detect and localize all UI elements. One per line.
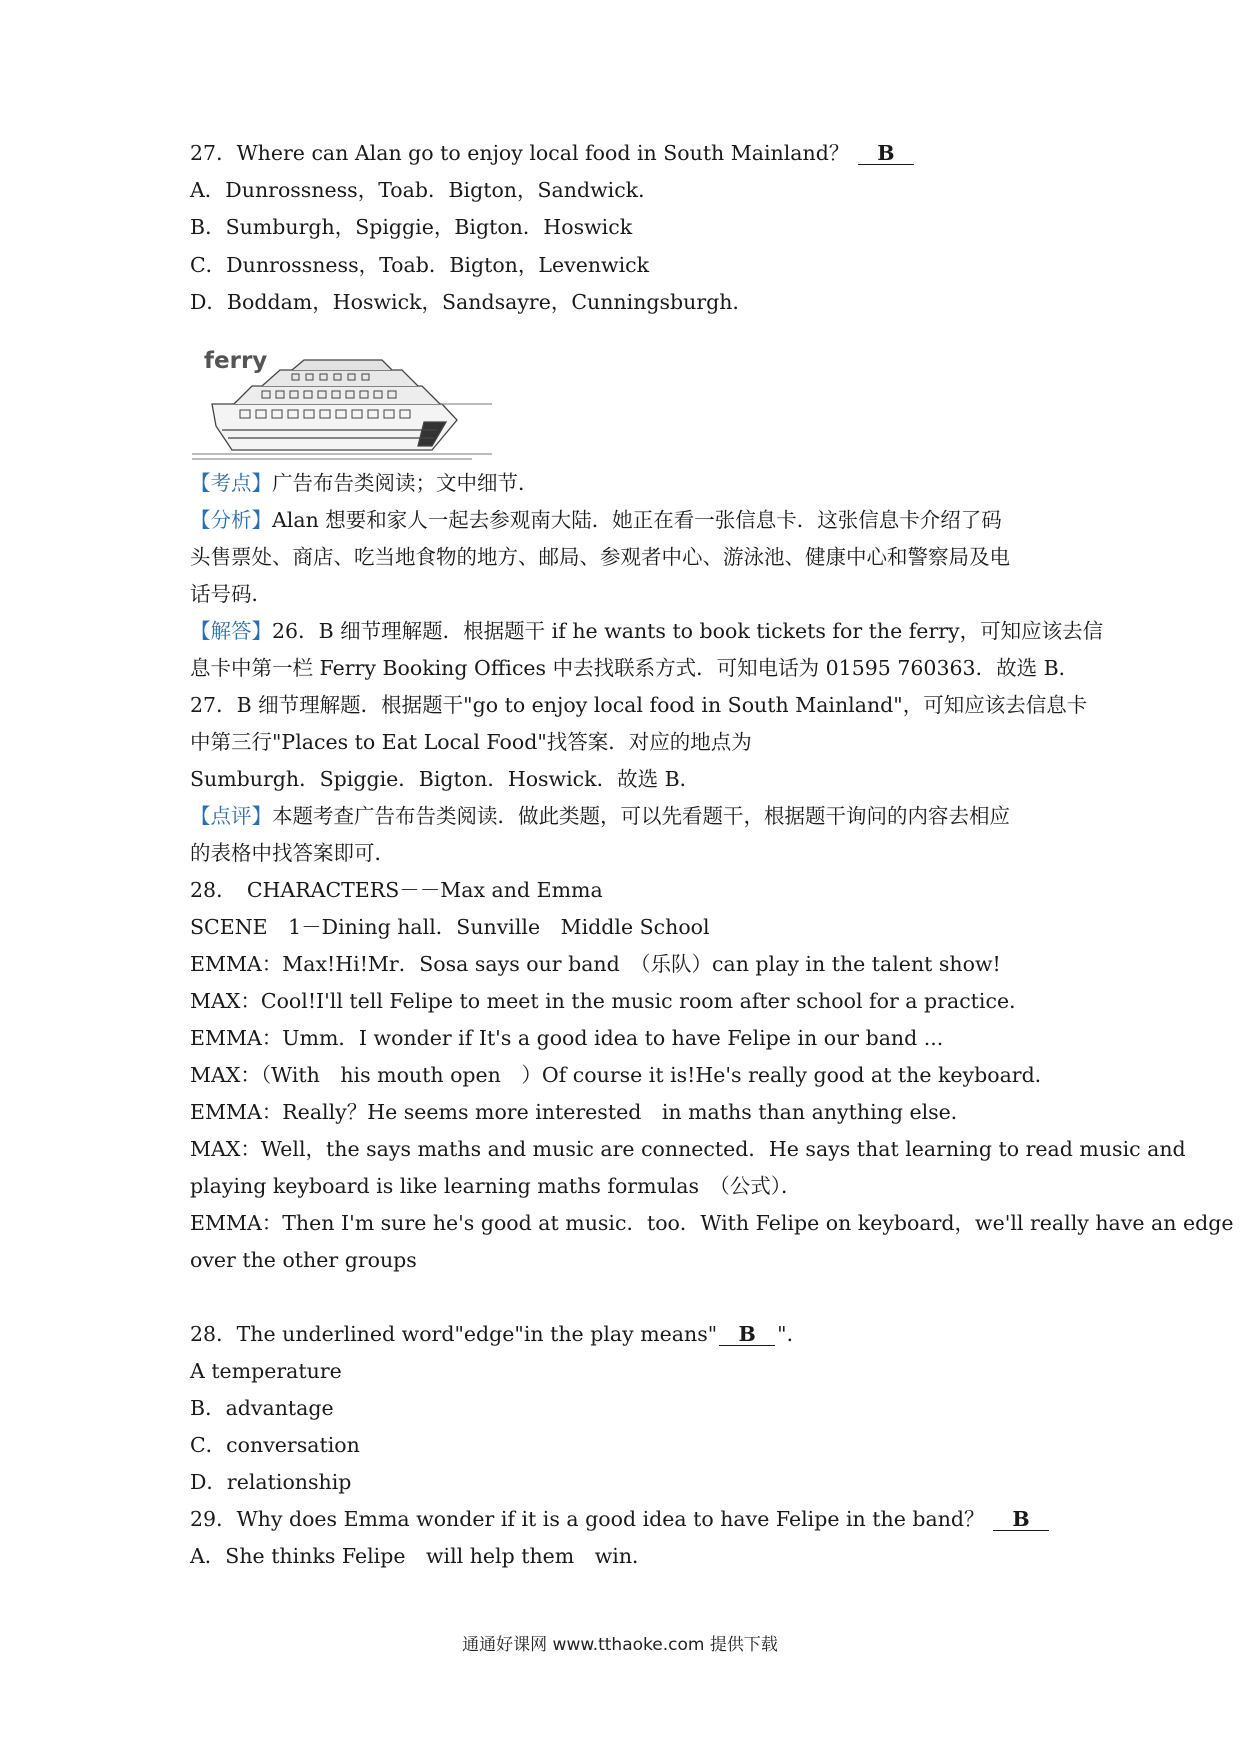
fenxi-tag: 【分析】 — [190, 508, 272, 532]
jieda-line-1 — [190, 617, 1103, 645]
fenxi-text-1: Alan 想要和家人一起去参观南大陆．她正在看一张信息卡．这张信息卡介绍了码 — [272, 508, 1002, 532]
page-footer: 通通好课网 www.tthaoke.com 提供下载 — [462, 1635, 778, 1655]
q29-stem: 29．Why does Emma wonder if it is a good idea to have Felipe in the band？ — [190, 1507, 985, 1531]
q27-answer-blank: B — [858, 142, 914, 165]
q27-option-d: D．Boddam，Hoswick，Sandsayre，Cunningsburgh． — [190, 290, 753, 314]
dianping-text-1: 本题考查广告布告类阅读．做此类题，可以先看题干，根据题干询问的内容去相应 — [272, 804, 1010, 828]
dianping-line-1 — [190, 802, 1010, 830]
passage-line-5: EMMA：Umm．I wonder if It's a good idea to have Felipe in our band ... — [190, 1026, 944, 1050]
q29-answer-blank: B — [993, 1508, 1049, 1531]
q27-stem: 27．Where can Alan go to enjoy local food in South Mainland？ — [190, 141, 850, 165]
ferry-illustration — [192, 342, 492, 464]
fenxi-line-3: 话号码． — [190, 582, 272, 606]
fenxi-line-1 — [190, 506, 1002, 534]
jieda-line-5: Sumburgh．Spiggie．Bigton．Hoswick．故选 B． — [190, 767, 701, 791]
passage-line-3: EMMA：Max!Hi!Mr．Sosa says our band （乐队）can play in the talent show! — [190, 952, 1001, 976]
passage-line-9: playing keyboard is like learning maths formulas （公式）． — [190, 1174, 802, 1198]
passage-line-6: MAX：（With his mouth open ）Of course it is!He's really good at the keyboard． — [190, 1063, 1056, 1087]
q27-option-b: B．Sumburgh，Spiggie，Bigton．Hoswick — [190, 215, 633, 239]
passage-line-10: EMMA：Then I'm sure he's good at music．too．With Felipe on keyboard，we'll really have an edge — [190, 1211, 1234, 1235]
passage-line-11: over the other groups — [190, 1248, 417, 1272]
fenxi-line-2: 头售票处、商店、吃当地食物的地方、邮局、参观者中心、游泳池、健康中心和警察局及电 — [190, 545, 1010, 569]
q27-option-a: A．Dunrossness，Toab．Bigton，Sandwick． — [190, 178, 659, 202]
jieda-line-4: 中第三行"Places to Eat Local Food"找答案．对应的地点为 — [190, 730, 752, 754]
kaodian-text: 广告布告类阅读；文中细节． — [272, 471, 539, 495]
passage-line-8: MAX：Well，the says maths and music are connected．He says that learning to read music and — [190, 1137, 1186, 1161]
ferry-label: ferry — [204, 348, 268, 374]
passage-line-2: SCENE 1－Dining hall．Sunville Middle School — [190, 915, 710, 939]
jieda-line-3: 27．B 细节理解题．根据题干"go to enjoy local food in South Mainland"，可知应该去信息卡 — [190, 693, 1088, 717]
kaodian-line — [190, 469, 539, 497]
passage-line-1: 28． CHARACTERS－－Max and Emma — [190, 878, 603, 902]
q28-option-d: D．relationship — [190, 1470, 352, 1494]
q28-stem-line — [190, 1320, 807, 1348]
q28-stem-before: 28．The underlined word"edge"in the play means" — [190, 1322, 718, 1346]
q28-stem-after: "． — [777, 1322, 808, 1346]
dianping-line-2: 的表格中找答案即可． — [190, 841, 395, 865]
q29-stem-line — [190, 1505, 1051, 1533]
jieda-line-2: 息卡中第一栏 Ferry Booking Offices 中去找联系方式．可知电话为 01595 760363．故选 B． — [190, 656, 1080, 680]
kaodian-tag: 【考点】 — [190, 471, 272, 495]
q29-option-a: A．She thinks Felipe will help them win． — [190, 1544, 653, 1568]
q27-stem-line — [190, 139, 916, 167]
dianping-tag: 【点评】 — [190, 804, 272, 828]
q27-option-c: C．Dunrossness，Toab．Bigton，Levenwick — [190, 253, 650, 277]
q28-option-c: C．conversation — [190, 1433, 360, 1457]
passage-line-4: MAX：Cool!I'll tell Felipe to meet in the music room after school for a practice． — [190, 989, 1030, 1013]
jieda-text-1: 26．B 细节理解题．根据题干 if he wants to book tickets for the ferry，可知应该去信 — [272, 619, 1104, 643]
q28-option-a: A temperature — [190, 1359, 342, 1383]
q28-answer-blank: B — [719, 1323, 775, 1346]
jieda-tag: 【解答】 — [190, 619, 272, 643]
q28-option-b: B．advantage — [190, 1396, 334, 1420]
passage-line-7: EMMA：Really？He seems more interested in maths than anything else． — [190, 1100, 972, 1124]
